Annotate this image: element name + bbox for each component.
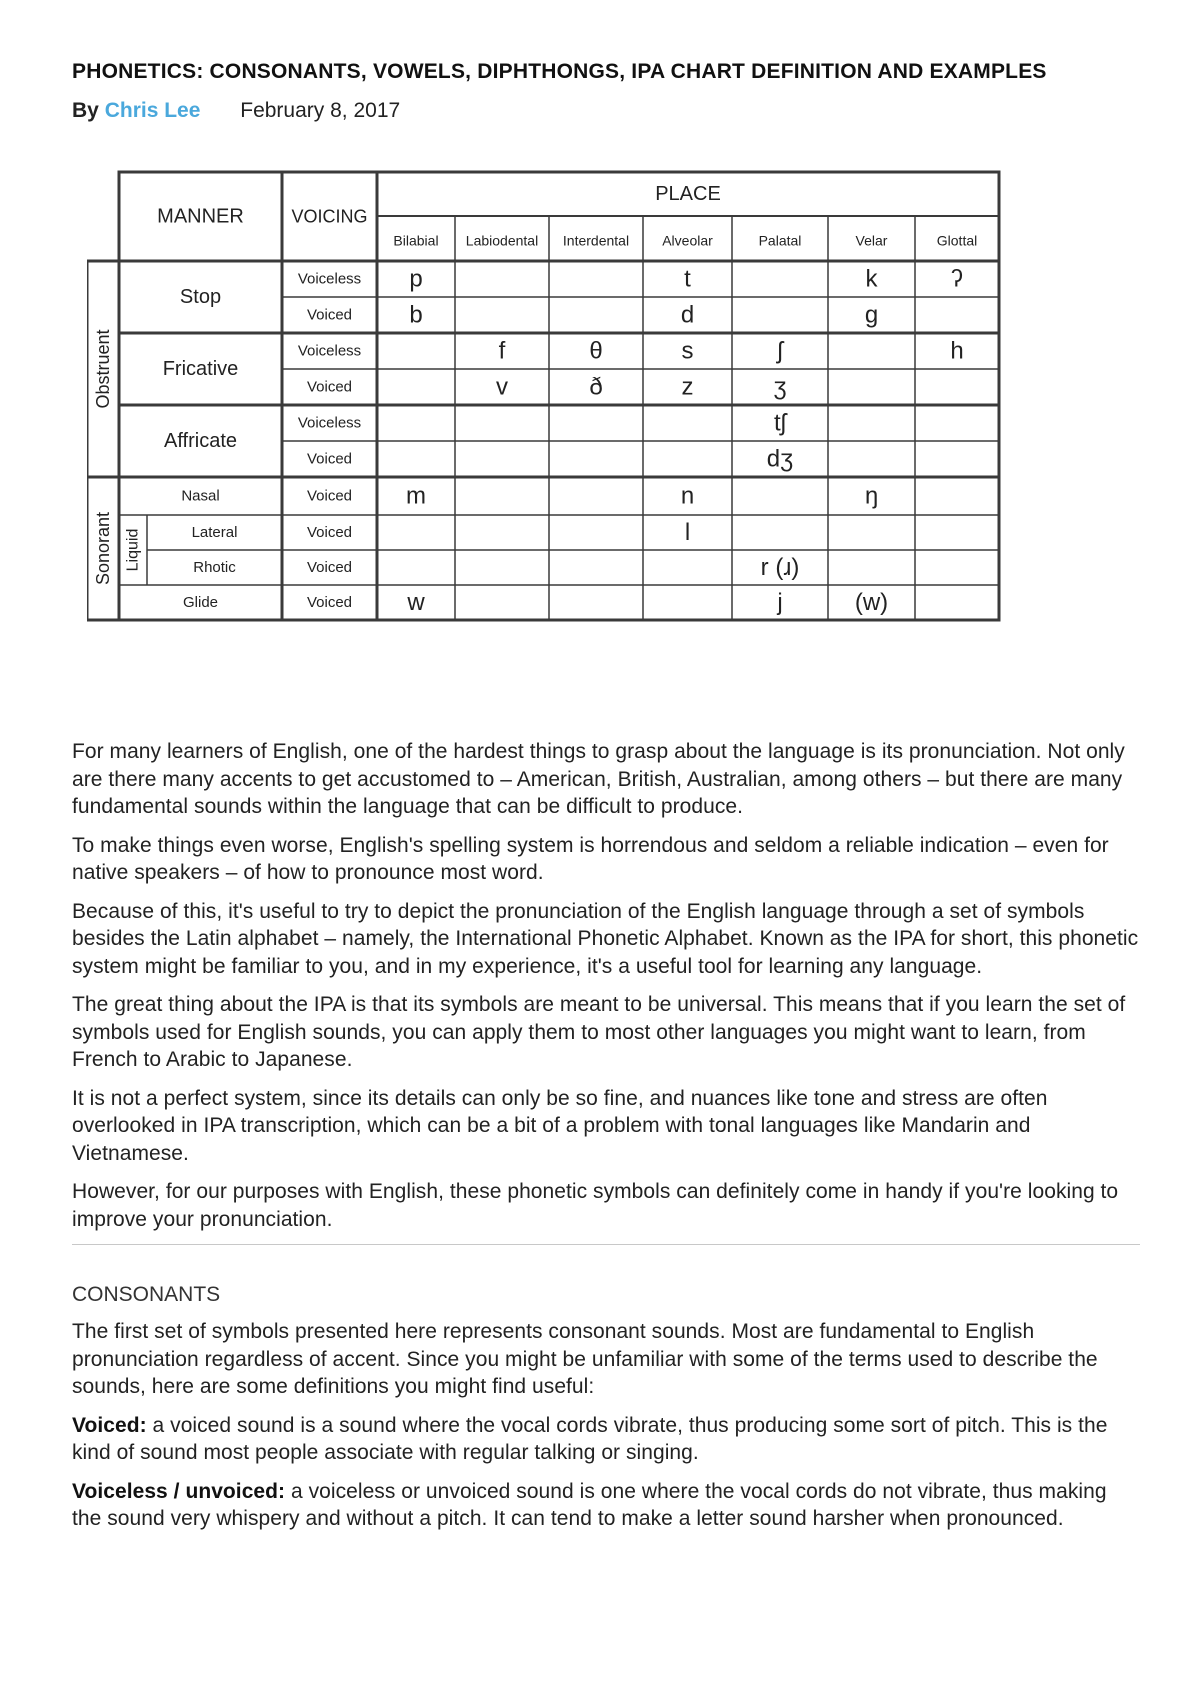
article-page <box>72 58 1140 1530</box>
manner-label-rhotic: Rhotic <box>193 559 236 576</box>
voicing-label: Voiced <box>306 524 353 541</box>
place-label-glottal: Glottal <box>936 232 978 249</box>
ipa-chart-svg <box>87 170 1090 674</box>
place-label-labiodental: Labiodental <box>465 232 539 249</box>
ipa-symbol: k <box>865 265 878 293</box>
paragraph: It is not a perfect system, since its details can only be so fine, and nuances like tone and stress are often overlooked in IPA transcription, which can be a bit of a problem with tonal languages like Mandarin and Vietnamese. <box>72 1086 1048 1165</box>
definition-term: Voiceless / unvoiced: <box>72 1479 286 1503</box>
ipa-symbol: ʃ <box>777 337 783 365</box>
ipa-symbol: d <box>680 301 695 329</box>
ipa-symbol: h <box>950 337 964 365</box>
ipa-consonant-chart <box>87 170 1090 674</box>
paragraph: However, for our purposes with English, these phonetic symbols can definitely come in handy if you're looking to improve your pronunciation. <box>72 1180 1119 1231</box>
ipa-symbol: b <box>409 301 423 329</box>
place-label-interdental: Interdental <box>562 232 630 249</box>
manner-label-stop: Stop <box>179 286 222 308</box>
manner-label-fricative: Fricative <box>162 358 239 380</box>
voicing-label: Voiceless <box>297 342 362 360</box>
ipa-symbol: n <box>680 482 695 510</box>
paragraph: For many learners of English, one of the hardest things to grasp about the language is its pronunciation. Not only are there many accents to get accustomed to – American, British, Australian, among others – but there are many fundamental sounds within the language that can be difficult to produce. <box>72 740 1125 818</box>
definition-text: a voiced sound is a sound where the vocal cords vibrate, thus producing some sort of pitch. This is the kind of sound most people associate with regular talking or singing. <box>72 1413 1108 1464</box>
voicing-label: Voiceless <box>297 270 362 288</box>
paragraph: Because of this, it's useful to try to depict the pronunciation of the English language through a set of symbols besides the Latin alphabet – namely, the International Phonetic Alphabet. Known as the IPA for short, this phonetic system might be familiar to you, and in my experience, it's a useful tool for learning any language. <box>72 899 1139 978</box>
section-divider <box>72 1244 1140 1245</box>
voicing-label: Voiced <box>306 487 353 505</box>
voicing-label: Voiced <box>306 450 353 468</box>
group-label-obstruent: Obstruent <box>93 329 113 409</box>
place-label-bilabial: Bilabial <box>393 232 439 249</box>
by-label: By <box>72 99 99 122</box>
liquid-label: Liquid <box>124 528 142 572</box>
ipa-symbol: m <box>406 482 426 510</box>
voicing-label: Voiced <box>306 594 353 611</box>
article-body <box>72 738 1140 1544</box>
ipa-symbol: j <box>777 589 783 616</box>
place-label-alveolar: Alveolar <box>662 232 713 249</box>
ipa-symbol: w <box>407 589 425 616</box>
section-heading: CONSONANTS <box>72 1283 221 1306</box>
publish-date: February 8, 2017 <box>240 99 401 122</box>
voicing-label: Voiced <box>306 559 353 576</box>
paragraph: The great thing about the IPA is that its symbols are meant to be universal. This means that if you learn the set of symbols used for English sounds, you can apply them to most other languages you might want to learn, from French to Arabic to Japanese. <box>72 993 1126 1071</box>
ipa-symbol: l <box>684 519 691 546</box>
article-title: PHONETICS: CONSONANTS, VOWELS, DIPHTHONGS, IPA CHART DEFINITION AND EXAMPLES <box>72 60 1047 83</box>
ipa-symbol: ʒ <box>773 373 787 401</box>
byline <box>72 97 1140 125</box>
ipa-symbol: t <box>684 265 691 293</box>
ipa-symbol: θ <box>589 337 603 365</box>
group-label-sonorant: Sonorant <box>93 511 113 586</box>
ipa-symbol: ð <box>589 373 603 401</box>
voicing-label: Voiceless <box>297 414 362 432</box>
ipa-symbol: f <box>498 337 506 365</box>
place-label-velar: Velar <box>855 232 888 249</box>
manner-label-nasal: Nasal <box>181 487 220 505</box>
ipa-symbol: g <box>864 301 879 329</box>
author-link[interactable]: Chris Lee <box>104 99 201 122</box>
ipa-symbol: z <box>681 373 694 401</box>
ipa-symbol: ŋ <box>864 482 879 510</box>
place-label-palatal: Palatal <box>758 232 802 249</box>
ipa-symbol: s <box>681 337 694 365</box>
voicing-label: Voiced <box>306 306 353 324</box>
ipa-symbol: ʔ <box>951 265 963 293</box>
definition-text: a voiceless or unvoiced sound is one where the vocal cords do not vibrate, thus making the sound very whispery and without a pitch. It can tend to make a letter sound harsher when pronounced. <box>72 1479 1107 1530</box>
definition-voiceless <box>72 1478 1140 1533</box>
section-intro: The first set of symbols presented here represents consonant sounds. Most are fundamental to English pronunciation regardless of accent. Since you might be unfamiliar with some of the terms used to describe the sounds, here are some definitions you might find useful: <box>72 1320 1098 1398</box>
definition-voiced <box>72 1412 1140 1467</box>
manner-label-lateral: Lateral <box>191 524 238 541</box>
manner-label-affricate: Affricate <box>164 430 237 452</box>
voicing-label: Voiced <box>306 378 353 396</box>
ipa-symbol: r (ɹ) <box>760 554 800 581</box>
ipa-symbol: dʒ <box>766 445 794 473</box>
ipa-symbol: (w) <box>854 589 889 616</box>
paragraph: To make things even worse, English's spelling system is horrendous and seldom a reliable indication – even for native speakers – of how to pronounce most word. <box>72 833 1109 884</box>
manner-label-glide: Glide <box>182 594 219 611</box>
ipa-symbol: tʃ <box>774 409 786 437</box>
voicing-header: VOICING <box>291 206 368 227</box>
definition-term: Voiced: <box>72 1413 147 1437</box>
ipa-symbol: p <box>409 265 423 293</box>
place-header: PLACE <box>655 183 721 205</box>
ipa-symbol: v <box>496 373 508 401</box>
manner-header: MANNER <box>157 205 244 228</box>
